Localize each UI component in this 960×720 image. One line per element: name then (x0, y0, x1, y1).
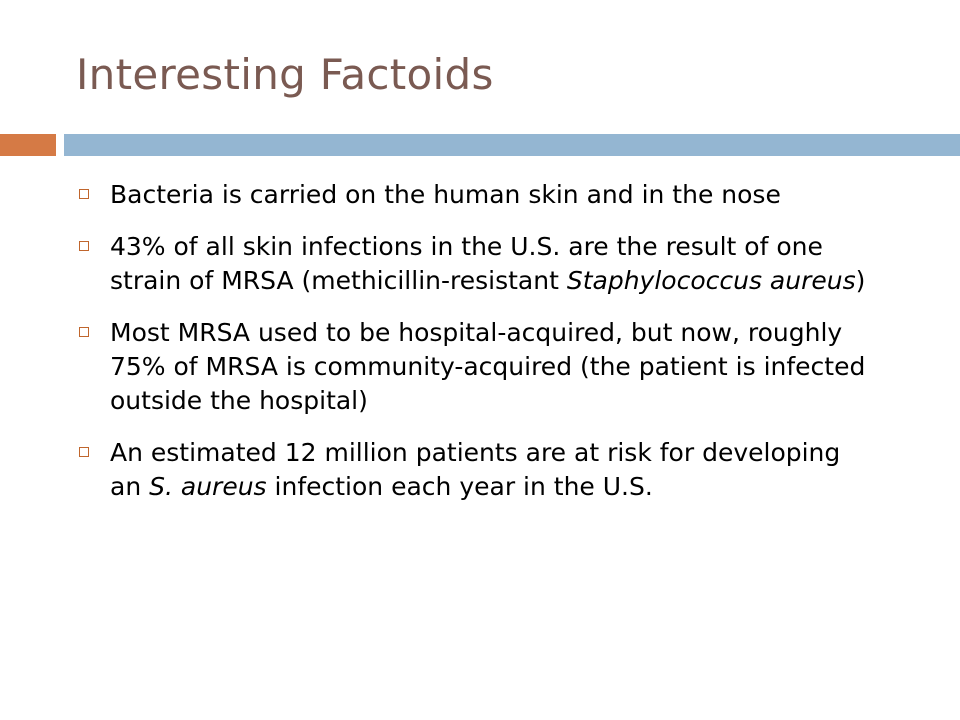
hollow-square-icon (79, 189, 89, 199)
hollow-square-icon (79, 447, 89, 457)
slide-title: Interesting Factoids (76, 50, 494, 99)
hollow-square-icon (79, 241, 89, 251)
bullet-list (78, 178, 878, 522)
bullet-text-italic-part: Staphylococcus aureus (566, 266, 856, 295)
bullet-text-part: ) (855, 266, 866, 295)
bullet-item (78, 436, 878, 504)
bullet-text-part: Most MRSA used to be hospital-acquired, but now, roughly 75% of MRSA is community-acquired (the patient is infected outside the hospital) (110, 318, 866, 415)
bullet-text-part: Bacteria is carried on the human skin and in the nose (110, 180, 781, 209)
bullet-item (78, 230, 878, 298)
bullet-text-italic-part: S. aureus (149, 472, 267, 501)
bullet-text-part: infection each year in the U.S. (266, 472, 653, 501)
bullet-item (78, 316, 878, 418)
bullet-text (110, 180, 781, 209)
hollow-square-icon (79, 327, 89, 337)
bullet-text-part: 43% of all skin infections in the U.S. are the result of one strain of MRSA (methicillin-resistant (110, 232, 823, 295)
title-rule-bar (64, 134, 960, 156)
bullet-text (110, 438, 840, 501)
bullet-text-part: An estimated 12 million patients are at risk for developing an (110, 438, 841, 501)
bullet-text (110, 232, 865, 295)
bullet-item (78, 178, 878, 212)
bullet-text (110, 318, 865, 415)
title-accent-bar (0, 134, 56, 156)
